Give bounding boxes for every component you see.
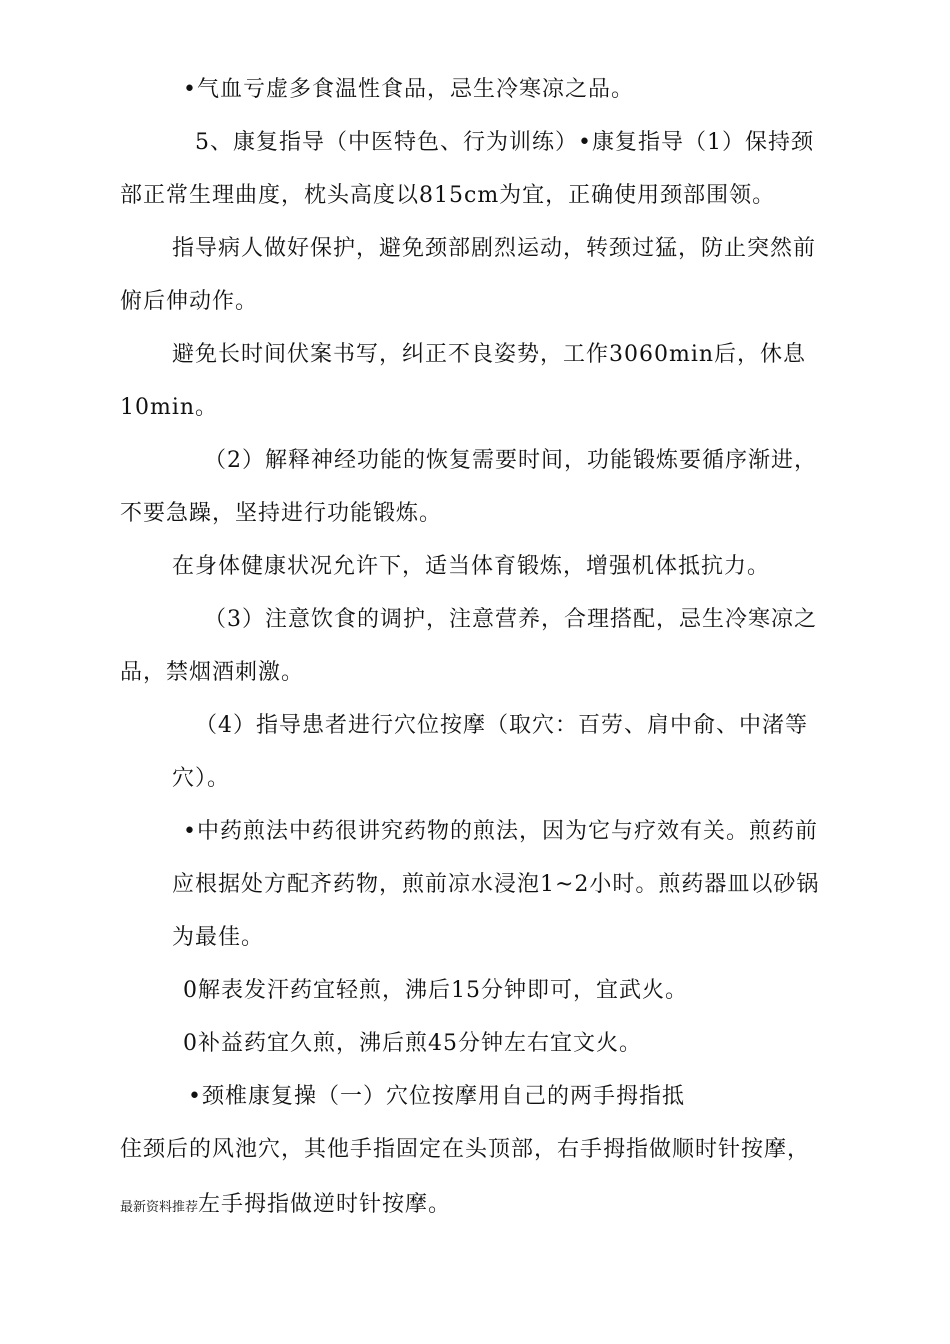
paragraph-line: 避免长时间伏案书写，纠正不良姿势，工作3060min后，休息: [172, 342, 807, 367]
paragraph-line: 在身体健康状况允许下，适当体育锻炼，增强机体抵抗力。: [172, 554, 771, 579]
paragraph-line: •颈椎康复操（一）穴位按摩用自己的两手拇指抵: [188, 1084, 685, 1109]
paragraph-line: 俯后伸动作。: [120, 289, 259, 314]
paragraph-line: 住颈后的风池穴，其他手指固定在头顶部，右手拇指做顺时针按摩，: [120, 1137, 811, 1162]
paragraph-line: （3）注意饮食的调护，注意营养，合理搭配，忌生冷寒凉之: [204, 607, 817, 632]
paragraph-line: 品，禁烟酒刺激。: [120, 660, 305, 685]
footer-note: 最新资料推荐: [120, 1200, 199, 1215]
paragraph-line: 10min。: [120, 395, 219, 420]
paragraph-line: （2）解释神经功能的恢复需要时间，功能锻炼要循序渐进，: [204, 448, 817, 473]
footer-line: [120, 1190, 451, 1223]
paragraph-line: 应根据处方配齐药物，煎前凉水浸泡1~2小时。煎药器皿以砂锅: [172, 872, 820, 897]
paragraph-line: 指导病人做好保护，避免颈部剧烈运动，转颈过猛，防止突然前: [172, 236, 817, 261]
footer-text: 左手拇指做逆时针按摩。: [198, 1192, 452, 1217]
paragraph-line: 不要急躁，坚持进行功能锻炼。: [120, 501, 443, 526]
paragraph-line: 部正常生理曲度，枕头高度以815cm为宜，正确使用颈部围领。: [120, 183, 776, 208]
paragraph-line: •中药煎法中药很讲究药物的煎法，因为它与疗效有关。煎药前: [183, 819, 818, 844]
paragraph-line: 为最佳。: [172, 925, 265, 950]
paragraph-line: 0解表发汗药宜轻煎，沸后15分钟即可，宜武火。: [183, 978, 688, 1003]
paragraph-line: 穴）。: [172, 766, 231, 791]
paragraph-line: 5、康复指导（中医特色、行为训练）•康复指导（1）保持颈: [195, 130, 814, 155]
paragraph-line: （4）指导患者进行穴位按摩（取穴：百劳、肩中俞、中渚等: [195, 713, 808, 738]
paragraph-line: •气血亏虚多食温性食品，忌生冷寒凉之品。: [183, 77, 634, 102]
paragraph-line: 0补益药宜久煎，沸后煎45分钟左右宜文火。: [183, 1031, 642, 1056]
